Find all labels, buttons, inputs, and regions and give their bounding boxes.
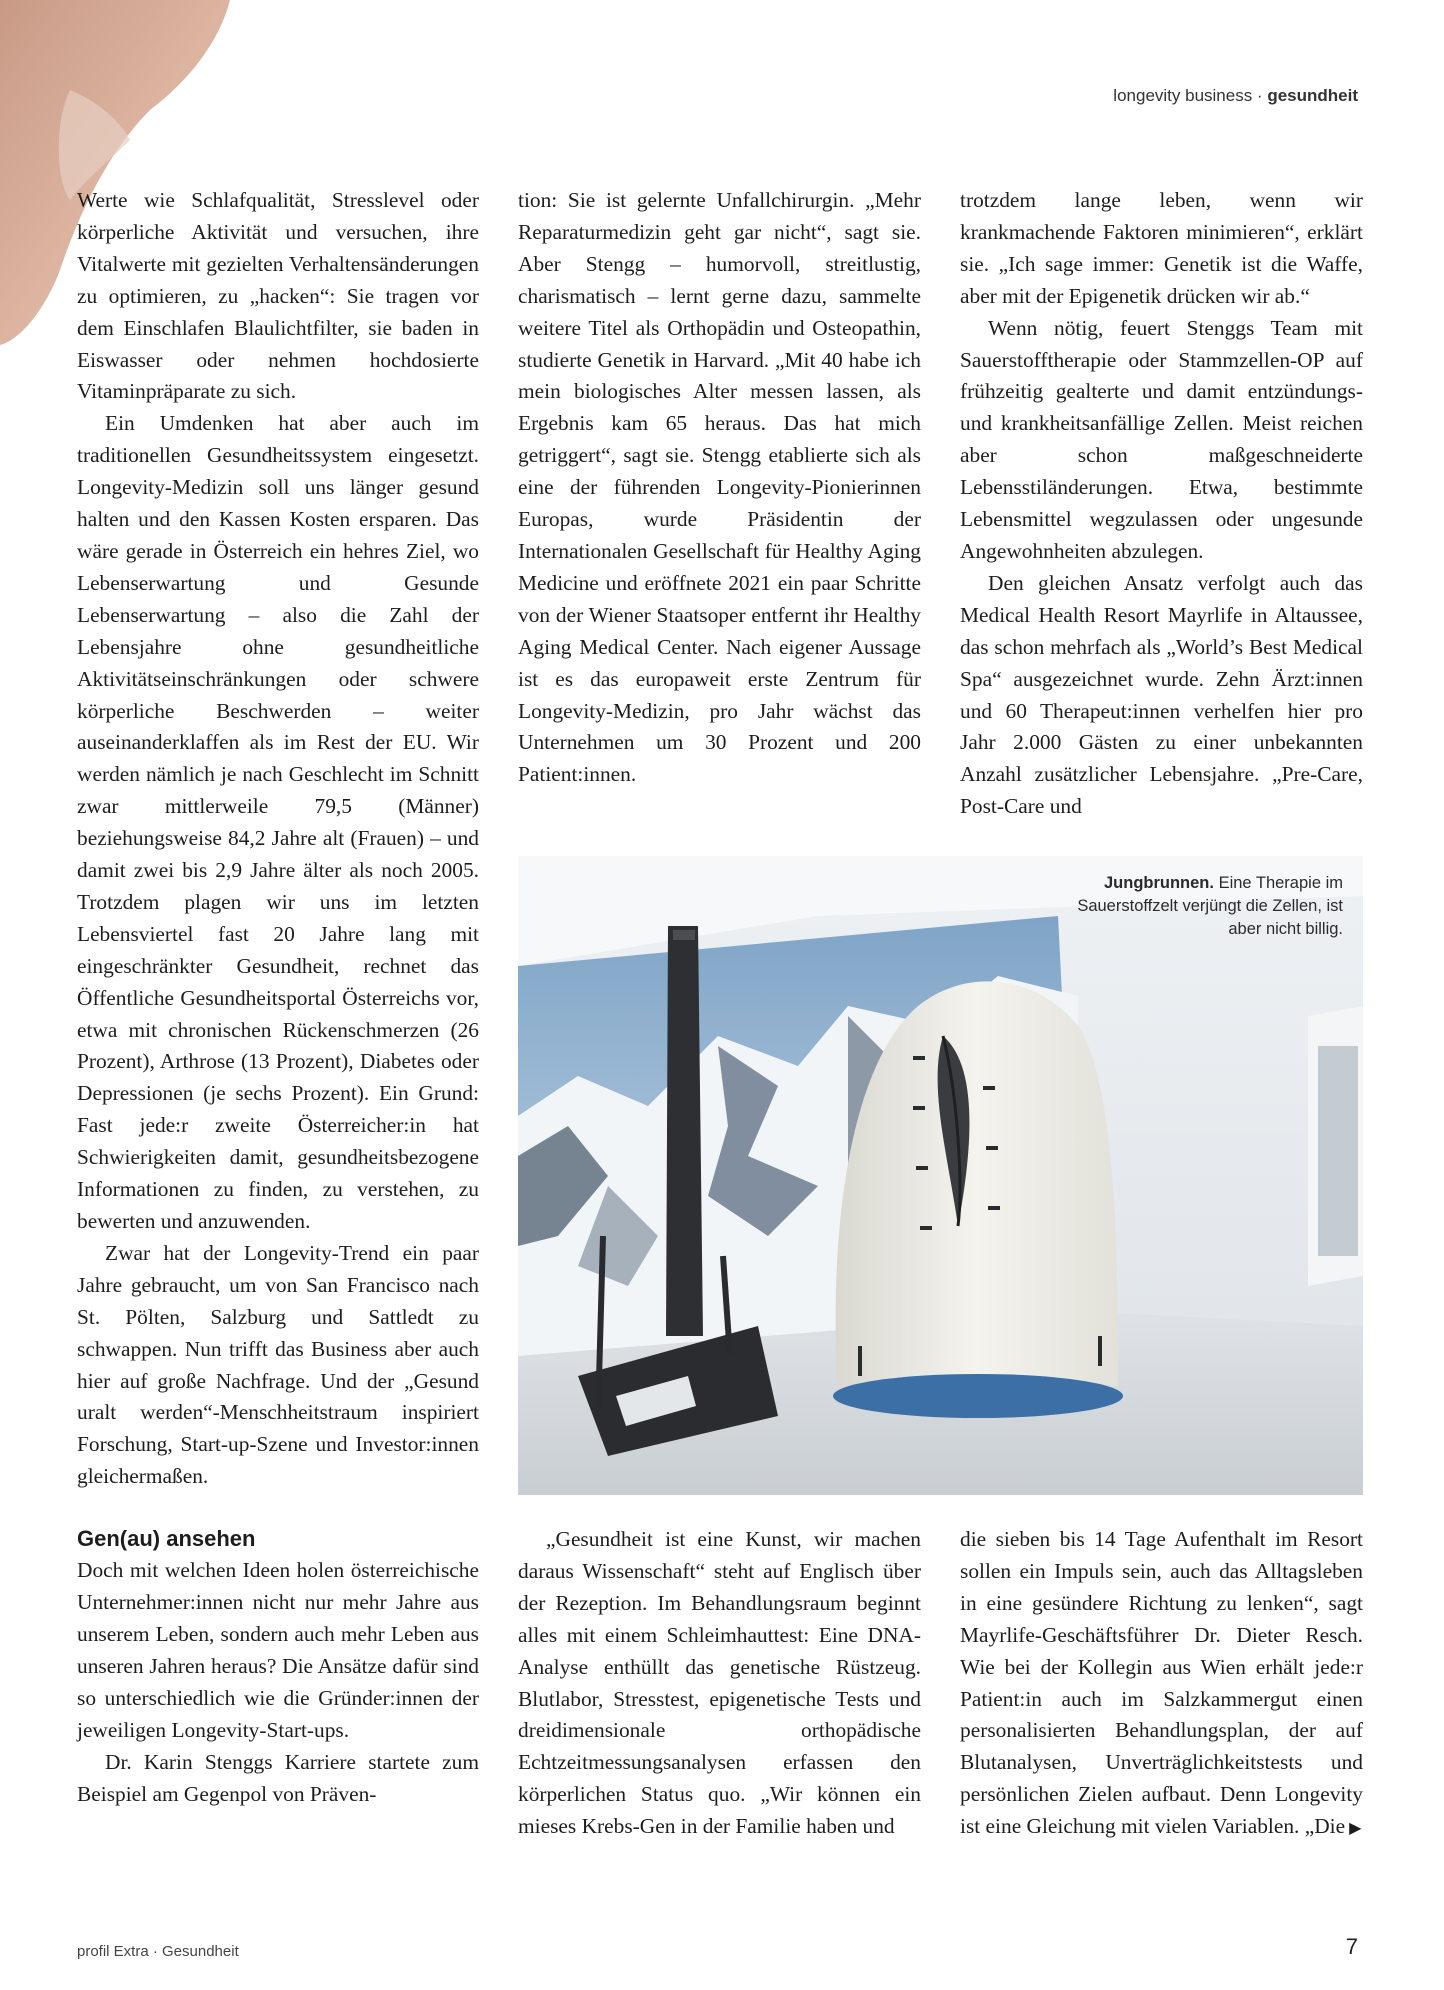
- paragraph: tion: Sie ist gelernte Unfallchirurgin. „Mehr Reparaturmedizin geht gar nicht“, sagt sie. Aber Stengg – humorvoll, streitlustig, charismatisch – lernt gerne dazu, sammelte weitere Titel als Orthopädin und Osteopathin, studierte Genetik in Harvard. „Mit 40 habe ich mein biologisches Alter messen lassen, als Ergebnis kam 65 heraus. Das hat mich getriggert“, sagt sie. Stengg etablierte sich als eine der führenden Longevity-Pionierinnen Europas, wurde Präsidentin der Internationalen Gesellschaft für Healthy Aging Medicine und eröffnete 2021 ein paar Schritte von der Wiener Staatsoper entfernt ihr Healthy Aging Medical Center. Nach eigener Aussage ist es das europaweit erste Zentrum für Longevity-Medizin, pro Jahr wächst das Unternehmen um 30 Prozent und 200 Patient:innen.: [518, 188, 921, 787]
- paragraph: trotzdem lange leben, wenn wir krankmachende Faktoren minimieren“, erklärt sie. „Ich sage immer: Genetik ist die Waffe, aber mit der Epigenetik drücken wir ab.“: [960, 188, 1363, 308]
- paragraph: Wenn nötig, feuert Stenggs Team mit Sauerstofftherapie oder Stammzellen-OP auf frühzeitig gealterte und damit entzündungs- und krankheitsanfällige Zellen. Meist reichen aber schon maßgeschneiderte Lebensstiländerungen. Etwa, bestimmte Lebensmittel wegzulassen oder ungesunde Angewohnheiten abzulegen.: [960, 315, 1363, 563]
- paragraph: [960, 1524, 1363, 1845]
- paragraph: Werte wie Schlafqualität, Stresslevel oder körperliche Aktivität und versuchen, ihre Vitalwerte mit gezielten Verhaltensänderungen zu optimieren, zu „hacken“: Sie tragen vor dem Einschlafen Blaulichtfilter, sie baden in Eiswasser oder nehmen hochdosierte Vitaminpräparate zu sich.: [77, 188, 479, 404]
- text-column-3: [960, 185, 1363, 823]
- oxygen-tent-photo: [518, 856, 1363, 1495]
- text-column-2: [518, 185, 921, 791]
- paragraph: Ein Umdenken hat aber auch im traditionellen Gesundheitssystem eingesetzt. Longevity-Medizin soll uns länger gesund halten und den Kassen Kosten ersparen. Das wäre gerade in Österreich ein hehres Ziel, wo Lebenserwartung und Gesunde Lebenserwartung – also die Zahl der Lebensjahre ohne gesundheitliche Aktivitätseinschränkungen oder schwere körperliche Beschwerden – weiter auseinanderklaffen als im Rest der EU. Wir werden nämlich je nach Geschlecht im Schnitt zwar mittlerweile 79,5 (Männer) beziehungsweise 84,2 Jahre alt (Frauen) – und damit zwei bis 2,9 Jahre älter als noch 2005. Trotzdem plagen wir uns im letzten Lebensviertel fast 20 Jahre lang mit eingeschränkter Gesundheit, rechnet das Öffentliche Gesundheitsportal Österreichs vor, etwa mit chronischen Rückenschmerzen (26 Prozent), Arthrose (13 Prozent), Diabetes oder Depressionen (je sechs Prozent). Ein Grund: Fast jede:r zweite Österreicher:in hat Schwierigkeiten damit, gesundheitsbezogene Informationen zu finden, zu verstehen, zu bewerten und anzuwenden.: [77, 411, 479, 1233]
- page-number: 7: [1345, 1934, 1358, 1959]
- paragraph: Dr. Karin Stenggs Karriere startete zum Beispiel am Gegenpol von Präven-: [77, 1749, 479, 1806]
- text-column-2-bottom: [518, 1524, 921, 1843]
- caption-text: Eine Therapie im Sauerstoffzelt verjüngt die Zellen, ist aber nicht billig.: [1077, 874, 1343, 938]
- photo-illustration: [518, 856, 1363, 1495]
- paragraph: Doch mit welchen Ideen holen österreichische Unternehmer:innen nicht nur mehr Jahre aus unserem Leben, sondern auch mehr Leben aus unseren Jahren heraus? Die Ansätze dafür sind so unterschiedlich wie die Gründer:innen der jeweiligen Longevity-Start-ups.: [77, 1558, 479, 1742]
- paragraph: Zwar hat der Longevity-Trend ein paar Jahre gebraucht, um von San Francisco nach St. Pölten, Salzburg und Sattledt zu schwappen. Nun trifft das Business aber auch hier auf große Nachfrage. Und der „Gesund uralt werden“-Menschheitstraum inspiriert Forschung, Start-up-Szene und Investor:innen gleichermaßen.: [77, 1240, 479, 1489]
- text-column-1: [77, 185, 479, 1810]
- paragraph: Den gleichen Ansatz verfolgt auch das Medical Health Resort Mayrlife in Altaussee, das schon mehrfach als „World’s Best Medical Spa“ ausgezeichnet wurde. Zehn Ärzt:innen und 60 Therapeut:innen verhelfen hier pro Jahr 2.000 Gästen zu einer unbekannten Anzahl zusätzlicher Lebensjahre. „Pre-Care, Post-Care und: [960, 570, 1363, 819]
- paragraph: „Gesundheit ist eine Kunst, wir machen daraus Wissenschaft“ steht auf Englisch über der Rezeption. Im Behandlungsraum beginnt alles mit einem Schleimhauttest: Eine DNA-Analyse enthüllt das genetische Rüstzeug. Blutlabor, Stresstest, epigenetische Tests und dreidimensionale orthopädische Echtzeitmessungsanalysen erfassen den körperlichen Status quo. „Wir können ein mieses Krebs-Gen in der Familie haben und: [518, 1527, 921, 1839]
- paragraph-text: die sieben bis 14 Tage Aufenthalt im Resort sollen ein Impuls sein, auch das Alltagsleben in eine gesündere Richtung zu lenken“, sagt Mayrlife-Geschäftsführer Dr. Dieter Resch. Wie bei der Kollegin aus Wien erhält jede:r Patient:in auch im Salzkammergut einen personalisierten Behandlungsplan, der auf Blutanalysen, Unverträglichkeitstests und persönlichen Zielen aufbaut. Denn Longevity ist eine Gleichung mit vielen Variablen. „Die: [960, 1527, 1363, 1839]
- photo-caption: [1063, 872, 1343, 941]
- running-head: [1113, 86, 1358, 106]
- continue-arrow-icon: ▶: [1349, 1820, 1362, 1838]
- running-head-section: longevity business ·: [1113, 86, 1268, 105]
- section-subhead: Gen(au) ansehen: [77, 1526, 256, 1552]
- running-head-topic: gesundheit: [1267, 86, 1358, 105]
- text-column-3-bottom: [960, 1524, 1363, 1845]
- footer-publication: profil Extra · Gesundheit: [77, 1943, 239, 1960]
- caption-lead: Jungbrunnen.: [1103, 874, 1214, 892]
